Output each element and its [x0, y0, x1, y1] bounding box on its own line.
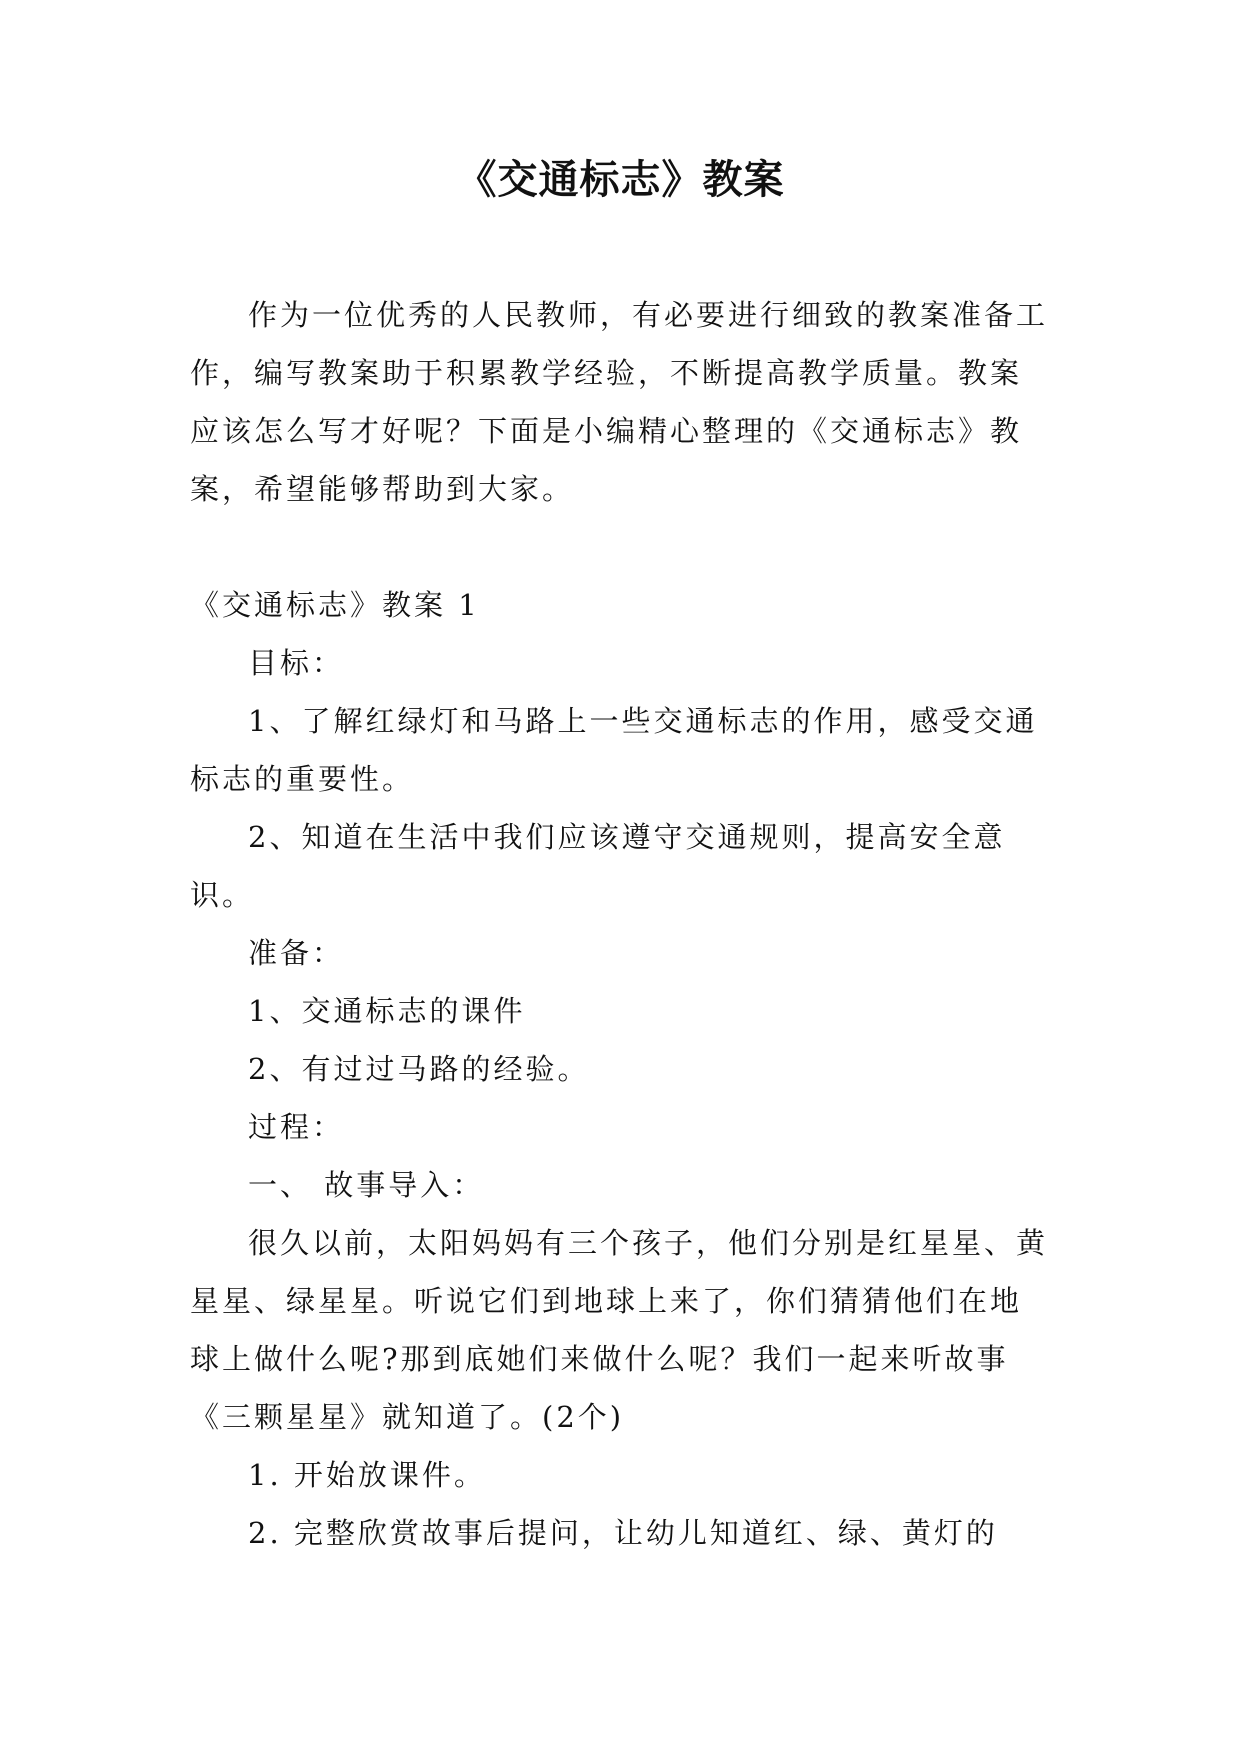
document-body: [190, 286, 1052, 1562]
spacer: [190, 518, 1052, 576]
prep-item-1: 1、交通标志的课件: [248, 994, 526, 1028]
section-heading: 《交通标志》教案 1: [190, 588, 480, 622]
process-item-2: 2. 完整欣赏故事后提问，让幼儿知道红、绿、黄灯的: [248, 1516, 998, 1550]
process-item-1: 1. 开始放课件。: [248, 1458, 486, 1492]
document-title: 《交通标志》教案: [456, 156, 785, 203]
goal-item-1: 1、了解红绿灯和马路上一些交通标志的作用，感受交通标志的重要性。: [190, 704, 1038, 796]
goal-item-2: 2、知道在生活中我们应该遵守交通规则，提高安全意识。: [190, 820, 1006, 912]
goal-label: 目标：: [248, 646, 345, 680]
prep-item-2: 2、有过过马路的经验。: [248, 1052, 590, 1086]
story-paragraph: 很久以前，太阳妈妈有三个孩子，他们分别是红星星、黄星星、绿星星。听说它们到地球上来了，你们猜猜他们在地球上做什么呢?那到底她们来做什么呢？我们一起来听故事《三颗星星》就知道了。(2个): [190, 1226, 1049, 1434]
step-one-heading: 一、 故事导入：: [248, 1168, 485, 1202]
intro-paragraph: 作为一位优秀的人民教师，有必要进行细致的教案准备工作，编写教案助于积累教学经验，不断提高教学质量。教案应该怎么写才好呢？下面是小编精心整理的《交通标志》教案，希望能够帮助到大家。: [190, 298, 1049, 506]
prep-label: 准备：: [248, 936, 345, 970]
process-label: 过程：: [248, 1110, 345, 1144]
